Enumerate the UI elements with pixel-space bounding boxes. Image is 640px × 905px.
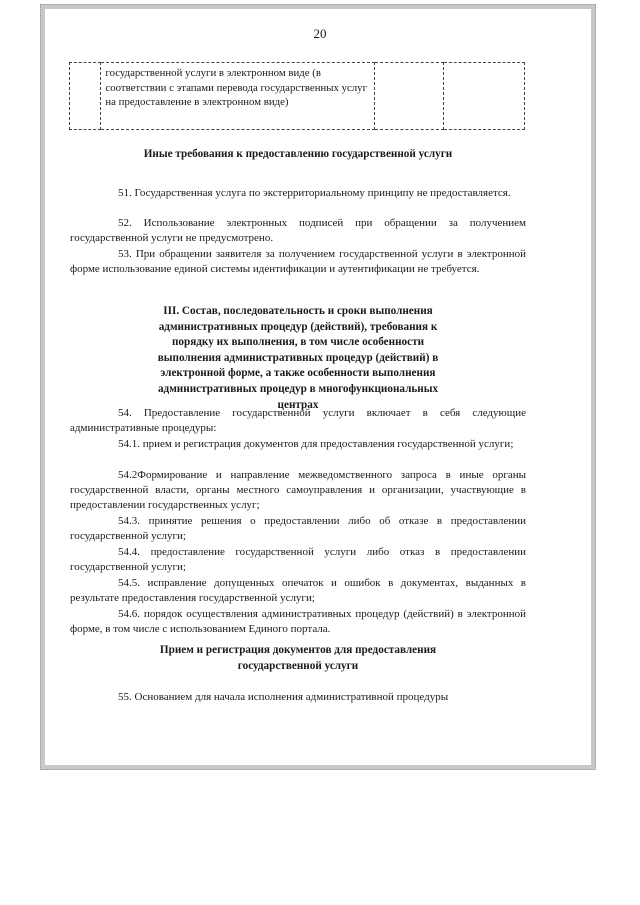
continuation-table: [69, 62, 525, 130]
section-heading-reception: Прием и регистрация документов для предоставления государственной услуги: [159, 644, 437, 672]
paragraph-54-1: 54.1. прием и регистрация документов для предоставления государственной услуги;: [118, 438, 514, 450]
paragraph-54-5: 54.5. исправление допущенных опечаток и ошибок в документах, выданных в результате предоставления государственной услуги;: [70, 577, 526, 605]
paragraph-54: 54. Предоставление государственной услуги включает в себя следующие административные процедуры:: [70, 407, 526, 435]
table-cell-number: [70, 63, 101, 130]
table-row: [70, 63, 525, 130]
table-cell-empty: [443, 63, 524, 130]
paragraph-54-4: 54.4. предоставление государственной услуги либо отказ в предоставлении государственной услуги;: [70, 546, 526, 574]
table-cell-text: государственной услуги в электронном виде (в соответствии с этапами перевода государственных услуг на предоставление в электронном виде): [101, 63, 375, 130]
paragraph-54-2: 54.2Формирование и направление межведомственного запроса в иные органы государственной власти, органы местного самоуправления и организации, участвующие в предоставлении государственных услуг;: [70, 469, 526, 512]
paragraph-53: 53. При обращении заявителя за получением государственной услуги в электронной форме использование единой системы идентификации и аутентификации не требуется.: [70, 248, 526, 276]
paragraph-54-6: 54.6. порядок осуществления административных процедур (действий) в электронной форме, в том числе с использованием Единого портала.: [70, 608, 526, 636]
paragraph-52: 52. Использование электронных подписей при обращении за получением государственной услуги не предусмотрено.: [70, 217, 526, 245]
paragraph-51: 51. Государственная услуга по экстерриториальному принципу не предоставляется.: [118, 187, 511, 199]
page-number: 20: [313, 26, 327, 41]
paragraph-55: 55. Основанием для начала исполнения административной процедуры: [118, 691, 449, 703]
paragraph-54-3: 54.3. принятие решения о предоставлении либо об отказе в предоставлении государственной услуги;: [70, 515, 526, 543]
table-cell-empty: [375, 63, 443, 130]
section-heading-iii: III. Состав, последовательность и сроки выполнения административных процедур (действий), требования к порядку их выполнения, в том числе особенности выполнения административных процедур (действий) в электронной форме, а также особенности выполнения административных процедур в многофункциональных центрах: [157, 305, 439, 411]
section-heading-other-requirements: Иные требования к предоставлению государственной услуги: [143, 148, 453, 160]
